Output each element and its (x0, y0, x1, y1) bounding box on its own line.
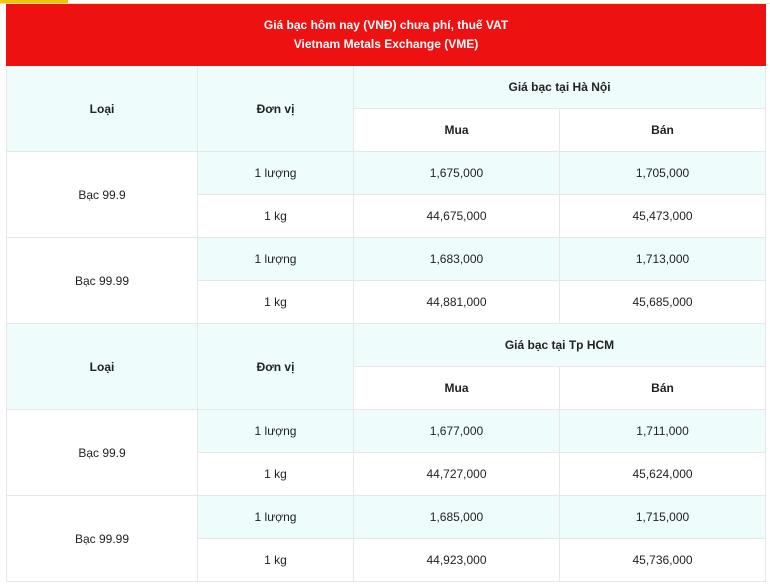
product-name: Bạc 99.9 (7, 152, 198, 238)
buy-price: 44,675,000 (354, 195, 560, 238)
buy-price: 1,683,000 (354, 238, 560, 281)
col-header-type: Loại (7, 66, 198, 152)
sell-price: 1,715,000 (560, 496, 766, 539)
product-name: Bạc 99.99 (7, 496, 198, 582)
unit-cell: 1 kg (198, 539, 354, 582)
buy-price: 44,881,000 (354, 281, 560, 324)
sell-price: 1,713,000 (560, 238, 766, 281)
unit-cell: 1 kg (198, 453, 354, 496)
section-header-row (7, 324, 766, 367)
sell-price: 1,705,000 (560, 152, 766, 195)
caption-title: Giá bạc hôm nay (VNĐ) chưa phí, thuế VAT (263, 18, 509, 32)
buy-price: 1,685,000 (354, 496, 560, 539)
table-caption (7, 5, 766, 66)
location-header: Giá bạc tại Hà Nội (354, 66, 766, 109)
product-name: Bạc 99.9 (7, 410, 198, 496)
unit-cell: 1 kg (198, 195, 354, 238)
silver-price-table (6, 4, 766, 582)
table-row (7, 152, 766, 195)
sell-price: 45,685,000 (560, 281, 766, 324)
table-row (7, 238, 766, 281)
col-header-sell: Bán (560, 109, 766, 152)
col-header-type: Loại (7, 324, 198, 410)
sell-price: 45,624,000 (560, 453, 766, 496)
table-row (7, 410, 766, 453)
col-header-buy: Mua (354, 109, 560, 152)
sell-price: 45,473,000 (560, 195, 766, 238)
buy-price: 44,727,000 (354, 453, 560, 496)
table-caption-row (7, 5, 766, 66)
unit-cell: 1 lượng (198, 238, 354, 281)
unit-cell: 1 lượng (198, 496, 354, 539)
buy-price: 44,923,000 (354, 539, 560, 582)
table-row (7, 496, 766, 539)
sell-price: 45,736,000 (560, 539, 766, 582)
unit-cell: 1 kg (198, 281, 354, 324)
buy-price: 1,675,000 (354, 152, 560, 195)
col-header-unit: Đơn vị (198, 66, 354, 152)
caption-subtitle: Vietnam Metals Exchange (VME) (293, 37, 479, 51)
product-name: Bạc 99.99 (7, 238, 198, 324)
buy-price: 1,677,000 (354, 410, 560, 453)
unit-cell: 1 lượng (198, 152, 354, 195)
unit-cell: 1 lượng (198, 410, 354, 453)
location-header: Giá bạc tại Tp HCM (354, 324, 766, 367)
sell-price: 1,711,000 (560, 410, 766, 453)
col-header-unit: Đơn vị (198, 324, 354, 410)
col-header-sell: Bán (560, 367, 766, 410)
section-header-row (7, 66, 766, 109)
col-header-buy: Mua (354, 367, 560, 410)
